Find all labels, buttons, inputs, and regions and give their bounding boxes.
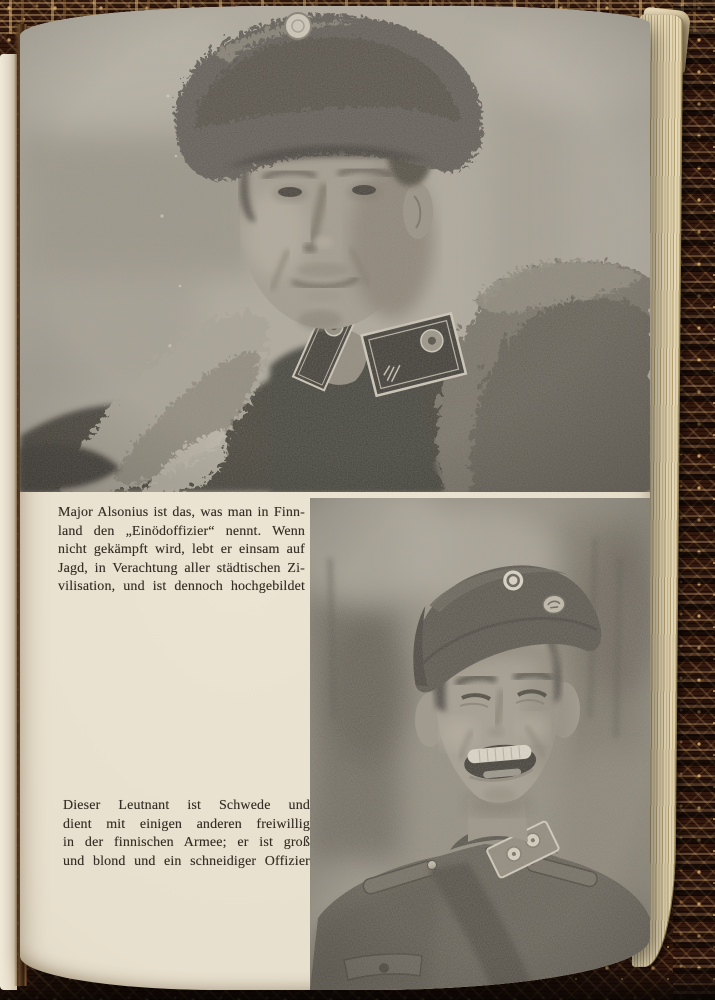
book-page	[20, 6, 650, 990]
caption-line: dient mit einigen anderen freiwillig	[63, 816, 310, 832]
caption-major-alsonius	[58, 504, 305, 597]
caption-line: nicht gekämpft wird, lebt er einsam auf	[58, 542, 305, 558]
caption-swedish-lieutenant	[63, 797, 310, 871]
caption-line: Jagd, in Verachtung aller städtischen Zi-	[58, 560, 305, 576]
caption-line: vilisation, und ist dennoch hochgebildet	[58, 579, 305, 595]
caption-line: und blond und ein schneidiger Offizier	[63, 853, 310, 869]
swedish-lieutenant-illustration	[310, 498, 650, 990]
major-alsonius-illustration	[20, 6, 650, 492]
photo-major-alsonius	[20, 6, 650, 492]
caption-line: in der finnischen Armee; er ist groß	[63, 835, 310, 851]
photo-swedish-lieutenant	[310, 498, 650, 990]
caption-line: Major Alsonius ist das, was man in Finn-	[58, 505, 305, 520]
caption-line: Dieser Leutnant ist Schwede und	[63, 798, 310, 813]
caption-line: land den „Einödoffizier“ nennt. Wenn	[58, 523, 305, 539]
